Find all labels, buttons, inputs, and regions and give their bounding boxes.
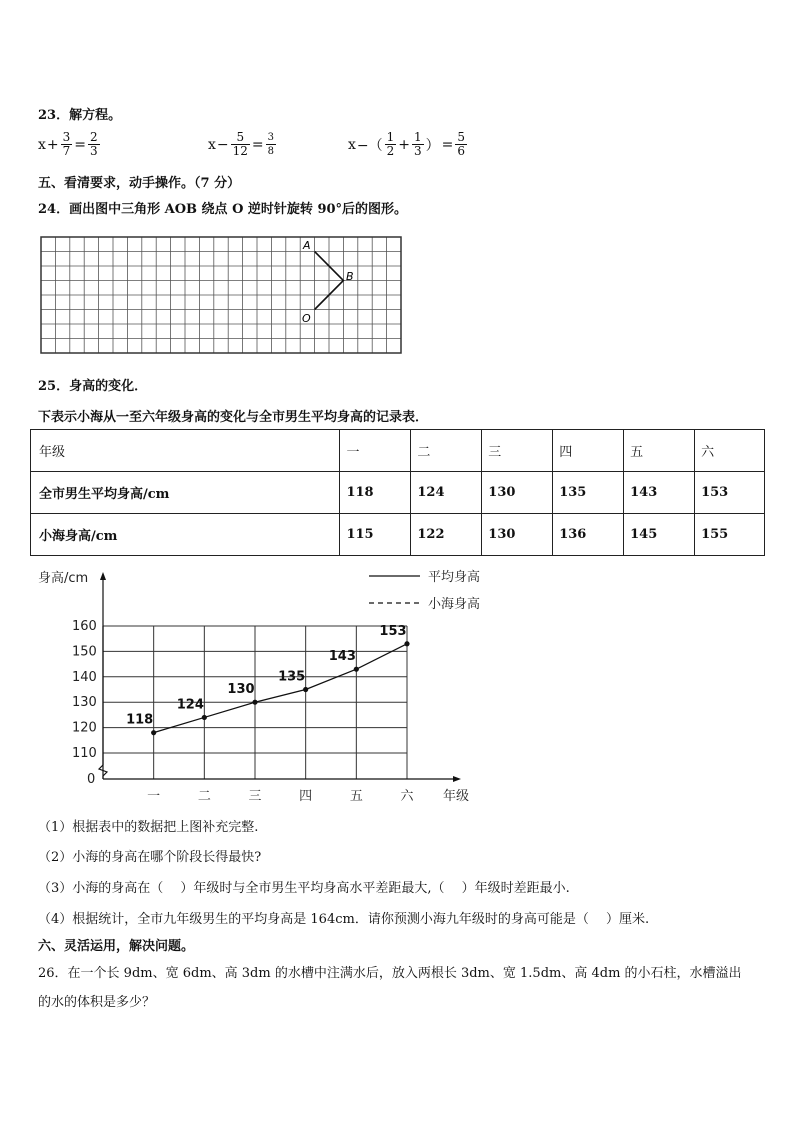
y-tick-label: 0: [87, 772, 96, 787]
eq2-fraction-a: $\frac{5}{12}$: [232, 130, 248, 158]
point-o-label: O: [302, 312, 311, 325]
table-cell: 130: [482, 472, 553, 514]
table-row: [31, 514, 765, 556]
q25-question-1: （1）根据表中的数据把上图补充完整.: [38, 820, 259, 835]
q25-intro: 下表示小海从一至六年级身高的变化与全市男生平均身高的记录表．: [38, 410, 429, 425]
equation-1: [38, 131, 101, 158]
point-a-label: A: [303, 239, 311, 252]
eq3-op: −（: [356, 137, 383, 154]
table-header-cell: 一: [340, 430, 411, 472]
y-tick-label: 160: [72, 619, 97, 634]
table-header-cell: 二: [411, 430, 482, 472]
point-b-label: B: [346, 270, 354, 283]
eq1-var: x: [38, 136, 46, 153]
y-tick-label: 130: [72, 695, 97, 711]
eq3-fraction-c: $\frac{1}{3}$: [414, 130, 422, 158]
data-point: [354, 667, 359, 672]
eq3-plus: +: [398, 136, 411, 153]
q26-line-2: 的水的体积是多少？: [38, 995, 156, 1010]
data-point: [151, 730, 156, 735]
rotation-grid-figure: [38, 234, 404, 356]
x-tick-label: 五: [349, 789, 363, 804]
data-label: 124: [176, 697, 204, 713]
x-tick-label: 一: [147, 789, 161, 804]
table-cell: 130: [482, 514, 553, 556]
table-cell: 153: [695, 472, 765, 514]
x-axis-title: 年级: [443, 789, 470, 804]
table-cell: 115: [340, 514, 411, 556]
data-label: 135: [278, 669, 306, 685]
x-tick-label: 四: [299, 789, 313, 804]
section-6-heading: 六、灵活运用，解决问题。: [38, 939, 195, 954]
data-label: 130: [227, 682, 255, 698]
eq3-fraction-b: $\frac{5}{6}$: [457, 130, 466, 158]
q25-title: 25．身高的变化．: [38, 379, 148, 394]
equation-2: [208, 131, 277, 158]
data-label: 143: [328, 649, 356, 665]
table-cell: 145: [624, 514, 695, 556]
table-row: [31, 472, 765, 514]
series-line-0: [154, 644, 407, 733]
eq1-equals: =: [74, 136, 87, 153]
q25-question-4: （4）根据统计，全市九年级男生的平均身高是 164cm．请你预测小海九年级时的身高可能是（ ）厘米.: [38, 912, 650, 927]
x-axis-arrow: [453, 776, 461, 782]
eq1-fraction-b: $\frac{2}{3}$: [90, 130, 98, 158]
eq3-var: x: [348, 136, 356, 153]
table-cell: 124: [411, 472, 482, 514]
table-cell: 155: [695, 514, 765, 556]
data-point: [252, 700, 257, 705]
q25-question-2: （2）小海的身高在哪个阶段长得最快?: [38, 850, 262, 865]
q25-question-3: （3）小海的身高在（ ）年级时与全市男生平均身高水平差距最大,（ ）年级时差距最小.: [38, 881, 570, 896]
x-tick-label: 二: [197, 789, 211, 804]
y-axis-arrow: [100, 572, 106, 580]
table-cell: 143: [624, 472, 695, 514]
table-cell: 135: [553, 472, 624, 514]
data-point: [303, 687, 308, 692]
eq2-op: −: [216, 136, 229, 153]
chart-legend: [369, 569, 480, 612]
eq3-close: ）: [425, 137, 440, 154]
q24-title: 24．画出图中三角形 AOB 绕点 O 逆时针旋转 90°后的图形。: [38, 202, 408, 217]
eq3-fraction-a: $\frac{1}{2}$: [386, 130, 395, 158]
height-line-chart: [30, 562, 510, 808]
legend-label: 小海身高: [428, 597, 481, 612]
table-header-row: [31, 430, 765, 472]
q26-line-1: 26．在一个长 9dm、宽 6dm、高 3dm 的水槽中注满水后，放入两根长 3dm、宽 1.5dm、高 4dm 的小石柱，水槽溢出: [38, 966, 742, 981]
data-label: 153: [379, 623, 407, 639]
eq3-equals: =: [441, 136, 454, 153]
q23-title: 23．解方程。: [38, 108, 122, 123]
table-cell: 小海身高/cm: [31, 514, 340, 556]
eq2-fraction-b: $\frac{3}{8}$: [267, 132, 275, 157]
eq2-var: x: [208, 136, 216, 153]
table-cell: 118: [340, 472, 411, 514]
chart-series: [126, 624, 410, 735]
y-tick-label: 110: [72, 746, 97, 761]
height-table: [30, 429, 765, 556]
data-point: [202, 715, 207, 720]
y-tick-label: 120: [72, 720, 97, 736]
table-cell: 全市男生平均身高/cm: [31, 472, 340, 514]
table-header-cell: 五: [624, 430, 695, 472]
eq1-op: +: [46, 136, 59, 153]
data-point: [404, 641, 409, 646]
table-header-cell: 三: [482, 430, 553, 472]
y-tick-label: 150: [72, 644, 97, 660]
eq2-equals: =: [251, 136, 264, 153]
eq1-fraction-a: $\frac{3}{7}$: [62, 130, 71, 158]
table-header-cell: 年级: [31, 430, 340, 472]
y-axis-title: 身高/cm: [38, 571, 89, 586]
y-tick-label: 140: [72, 669, 97, 685]
table-cell: 136: [553, 514, 624, 556]
table-cell: 122: [411, 514, 482, 556]
table-header-cell: 六: [695, 430, 765, 472]
table-header-cell: 四: [553, 430, 624, 472]
legend-label: 平均身高: [428, 570, 481, 585]
x-tick-label: 六: [400, 789, 414, 804]
x-tick-label: 三: [248, 789, 262, 804]
equation-3: [348, 131, 468, 158]
section-5-heading: 五、看清要求，动手操作。（7 分）: [38, 176, 241, 191]
data-label: 118: [126, 712, 154, 728]
